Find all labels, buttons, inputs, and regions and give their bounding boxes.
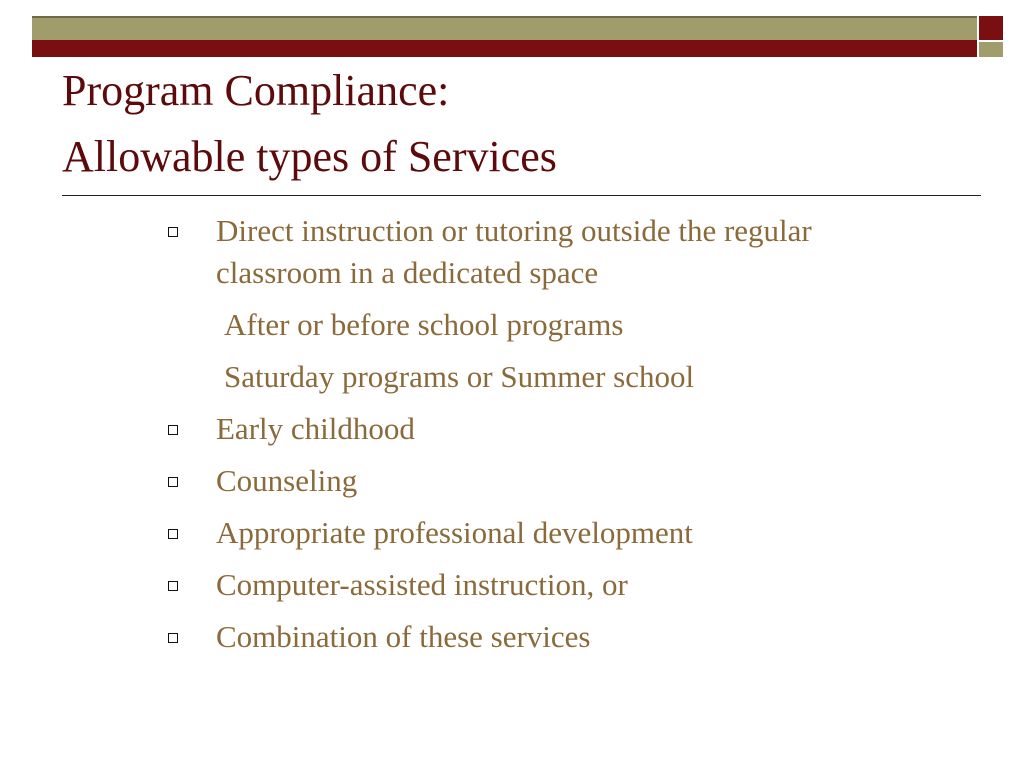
list-item [160,408,920,450]
square-bullet-icon [168,425,178,435]
list-item-text: Appropriate professional development [216,515,693,550]
list-item-text: Direct instruction or tutoring outside the regular classroom in a dedicated space [216,213,812,290]
title-divider [62,195,981,196]
square-bullet-icon [168,633,178,643]
list-item [160,512,920,554]
list-item-text: Early childhood [216,411,415,446]
slide-title [62,58,962,190]
list-item [160,564,920,606]
corner-maroon-square [979,16,1003,40]
square-bullet-icon [168,581,178,591]
square-bullet-icon [168,529,178,539]
list-item [160,616,920,658]
list-item-text: Counseling [216,463,358,498]
corner-olive-square [979,42,1003,57]
square-bullet-icon [168,227,178,237]
square-bullet-icon [168,477,178,487]
list-item-text: Computer-assisted instruction, or [216,567,628,602]
list-item [160,304,920,346]
list-item-text: Combination of these services [216,619,591,654]
list-item-text: After or before school programs [224,307,624,342]
list-item-text: Saturday programs or Summer school [224,359,695,394]
bullet-list [160,210,920,668]
header-olive-bar [32,16,977,40]
title-line-1: Program Compliance: [62,66,450,115]
header-maroon-bar [32,40,977,57]
list-item [160,210,920,294]
list-item [160,356,920,398]
list-item [160,460,920,502]
title-line-2: Allowable types of Services [62,132,557,181]
